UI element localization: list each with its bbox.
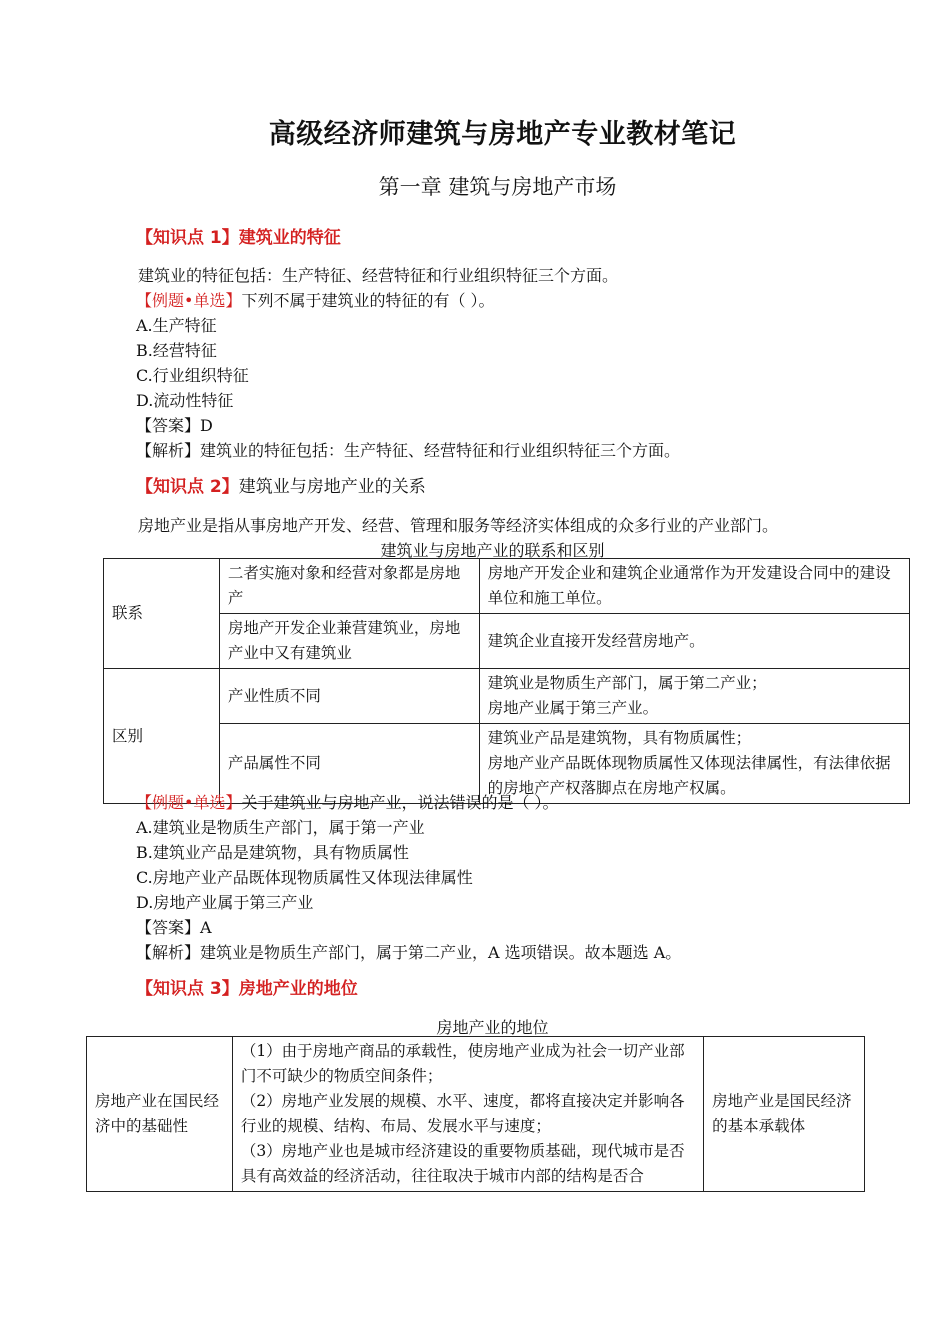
kp3-title: 房地产业的地位 — [238, 979, 358, 999]
table-cell: 房地产开发企业兼营建筑业，房地产业中又有建筑业 — [219, 614, 479, 669]
table-cell-group: 区别 — [104, 669, 220, 804]
kp2-tag: 【知识点 2】 — [136, 477, 239, 497]
table-cell: 二者实施对象和经营对象都是房地产 — [219, 559, 479, 614]
kp2-option-c: C.房地产业产品既体现物质属性又体现法律属性 — [136, 868, 473, 887]
table-cell-line: （3）房地产业也是城市经济建设的重要物质基础，现代城市是否具有高效益的经济活动，往往取决于城市内部的结构是否合 — [240, 1142, 685, 1185]
kp1-title: 建筑业的特征 — [238, 228, 341, 248]
kp1-body: 建筑业的特征包括：生产特征、经营特征和行业组织特征三个方面。 — [138, 266, 619, 285]
kp3-tag: 【知识点 3】 — [136, 979, 239, 999]
table-cell-line: （1）由于房地产商品的承载性，使房地产业成为社会一切产业部门不可缺少的物质空间条件； — [240, 1042, 685, 1085]
kp2-answer: 【答案】A — [136, 918, 212, 937]
kp1-question — [136, 288, 495, 311]
chapter-title: 第一章 建筑与房地产市场 — [378, 175, 617, 199]
status-table — [86, 1036, 865, 1192]
kp2-analysis: 【解析】建筑业是物质生产部门，属于第二产业，A 选项错误。故本题选 A。 — [136, 943, 682, 962]
table-cell-group: 联系 — [104, 559, 220, 669]
table-cell — [479, 669, 909, 724]
kp1-option-a: A.生产特征 — [136, 316, 217, 335]
table-cell-line: 建筑业是物质生产部门，属于第二产业； — [487, 674, 767, 692]
kp1-question-tag: 【例题•单选】 — [136, 291, 242, 310]
kp2-question — [136, 790, 559, 813]
kp2-question-text: 关于建筑业与房地产业，说法错误的是（ ）。 — [241, 793, 559, 812]
kp1-option-d: D.流动性特征 — [136, 391, 234, 410]
table-cell: 房地产业是国民经济的基本承载体 — [704, 1037, 865, 1192]
kp2-table-caption: 建筑业与房地产业的联系和区别 — [380, 541, 605, 560]
table-cell: 建筑企业直接开发经营房地产。 — [479, 614, 909, 669]
kp2-title: 建筑业与房地产业的关系 — [238, 477, 426, 497]
kp2-body: 房地产业是指从事房地产开发、经营、管理和服务等经济实体组成的众多行业的产业部门。 — [138, 516, 779, 535]
kp1-option-b: B.经营特征 — [136, 341, 217, 360]
kp1-heading — [136, 223, 341, 248]
page-title: 高级经济师建筑与房地产专业教材笔记 — [268, 119, 737, 150]
table-cell-line: （2）房地产业发展的规模、水平、速度，都将直接决定并影响各行业的规模、结构、布局、发展水平与速度； — [240, 1092, 685, 1135]
kp2-option-a: A.建筑业是物质生产部门，属于第一产业 — [136, 818, 425, 837]
table-cell — [232, 1037, 703, 1192]
kp1-answer: 【答案】D — [136, 416, 213, 435]
kp2-heading — [136, 472, 426, 497]
kp2-question-tag: 【例题•单选】 — [136, 793, 242, 812]
kp1-option-c: C.行业组织特征 — [136, 366, 249, 385]
kp2-option-d: D.房地产业属于第三产业 — [136, 893, 314, 912]
kp3-table-caption: 房地产业的地位 — [436, 1018, 549, 1037]
relation-table — [103, 558, 910, 804]
table-cell: 房地产开发企业和建筑企业通常作为开发建设合同中的建设单位和施工单位。 — [479, 559, 909, 614]
table-cell: 产业性质不同 — [219, 669, 479, 724]
table-cell-line: 建筑业产品是建筑物，具有物质属性； — [487, 729, 752, 747]
kp3-heading — [136, 974, 358, 999]
table-cell-line: 房地产业产品既体现物质属性又体现法律属性，有法律依据的房地产产权落脚点在房地产权属。 — [487, 754, 891, 797]
kp1-analysis: 【解析】建筑业的特征包括：生产特征、经营特征和行业组织特征三个方面。 — [136, 441, 681, 460]
kp1-tag: 【知识点 1】 — [136, 228, 239, 248]
kp2-option-b: B.建筑业产品是建筑物，具有物质属性 — [136, 843, 409, 862]
table-cell: 产品属性不同 — [219, 724, 479, 804]
table-cell-line: 房地产业属于第三产业。 — [487, 699, 659, 717]
kp1-question-text: 下列不属于建筑业的特征的有（ ）。 — [241, 291, 495, 310]
table-cell: 房地产业在国民经济中的基础性 — [87, 1037, 233, 1192]
